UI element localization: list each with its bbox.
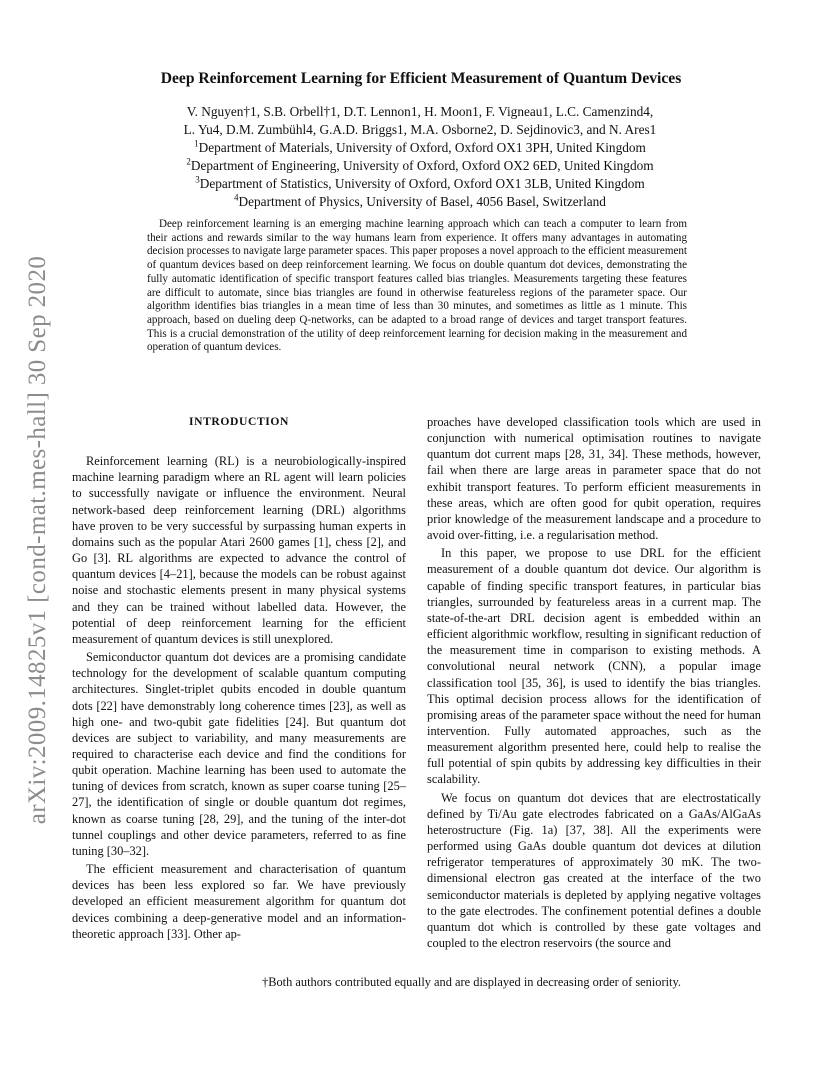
left-column xyxy=(72,414,406,942)
paragraph: Semiconductor quantum dot devices are a promising candidate technology for the development of scalable quantum computing architectures. Singlet-triplet qubits encoded in double quantum dots [22] have demonstrably long coherence times [23], as well as high one- and two-qubit gate fidelities [24]. But quantum dot devices are subject to variability, and many measurements are required to characterise each device and find the conditions for qubit operation. Machine learning has been used to automate the tuning of devices from scratch, known as super coarse tuning [25–27], the identification of single or double quantum dot regimes, known as coarse tuning [28, 29], and the tuning of the inter-dot tunnel couplings and other device parameters, referred to as fine tuning [30–32]. xyxy=(72,650,406,858)
affiliation-4 xyxy=(120,193,720,211)
paragraph: In this paper, we propose to use DRL for the efficient measurement of a double quantum dot device. Our algorithm is capable of finding specific transport features, in particular bias triangles, surrounded by featureless areas in a current map. The state-of-the-art DRL decision agent is embedded within an efficient algorithmic workflow, resulting in significant reduction of the measurement time in comparison to existing methods. A convolutional neural network (CNN), a popular image classification tool [35, 36], is used to identify the bias triangles. This optimal decision process allows for the identification of promising areas of the parameter space without the need for human intervention. Fully automated approaches, such as the measurement algorithm presented here, could help to realise the full potential of spin qubits by addressing key difficulties in their scalability. xyxy=(427,546,761,787)
abstract: Deep reinforcement learning is an emerging machine learning approach which can teach a computer to learn from their actions and rewards similar to the way humans learn from experience. It offers many advantages in automating decision processes to navigate large parameter spaces. This paper proposes a novel approach to the efficient measurement of quantum devices based on deep reinforcement learning. We focus on double quantum dot devices, demonstrating the fully automatic identification of specific transport features called bias triangles. Measurements targeting these features are difficult to automate, since bias triangles are found in otherwise featureless regions of the parameter space. Our algorithm identifies bias triangles in a mean time of less than 30 minutes, and sometimes as little as 1 minute. This approach, based on dueling deep Q-networks, can be adapted to a broad range of devices and target transport features. This is a crucial demonstration of the utility of deep reinforcement learning for decision making in the measurement and operation of quantum devices. xyxy=(147,218,688,354)
arxiv-identifier-text: arXiv:2009.14825v1 [cond-mat.mes-hall] 30 Sep 2020 xyxy=(24,255,51,825)
affiliation-mark: 4 xyxy=(234,192,239,203)
footnote: †Both authors contributed equally and are displayed in decreasing order of seniority. xyxy=(262,975,681,989)
author-block xyxy=(120,103,720,211)
section-heading: INTRODUCTION xyxy=(189,415,289,428)
author-line-2: L. Yu4, D.M. Zumbühl4, G.A.D. Briggs1, M.A. Osborne2, D. Sejdinovic3, and N. Ares1 xyxy=(183,122,657,137)
affiliation-mark: 2 xyxy=(186,156,191,167)
paper-title: Deep Reinforcement Learning for Efficient Measurement of Quantum Devices xyxy=(160,70,682,87)
affiliation-mark: 3 xyxy=(195,174,200,185)
paragraph: The efficient measurement and characterisation of quantum devices has been less explored so far. We have previously developed an efficient measurement algorithm for quantum dot devices combining a deep-generative model and an information-theoretic approach [33]. Other ap- xyxy=(72,862,406,941)
author-line-1: V. Nguyen†1, S.B. Orbell†1, D.T. Lennon1, H. Moon1, F. Vigneau1, L.C. Camenzind4, xyxy=(186,104,654,119)
paragraph: Reinforcement learning (RL) is a neurobiologically-inspired machine learning paradigm where an RL agent will learn policies to successfully navigate or influence the environment. Neural network-based deep reinforcement learning (DRL) algorithms have proven to be very successful by surpassing human experts in domains such as the popular Atari 2600 games [1], chess [2], and Go [3]. RL algorithms are expected to advance the control of quantum devices [4–21], because the models can be robust against noise and stochastic elements present in many physical systems and they can be trained without labelled data. However, the potential of deep reinforcement learning for the efficient measurement of quantum devices is still unexplored. xyxy=(72,454,406,646)
affiliation-mark: 1 xyxy=(194,138,199,149)
affiliation-text: Department of Physics, University of Basel, 4056 Basel, Switzerland xyxy=(238,194,606,209)
affiliation-text: Department of Statistics, University of Oxford, Oxford OX1 3LB, United Kingdom xyxy=(199,176,645,191)
paragraph: proaches have developed classification tools which are used in conjunction with numerical optimisation routines to navigate quantum dot current maps [28, 31, 34]. These methods, however, fail when there are large areas in parameter space that do not exhibit transport features. To perform efficient measurements in these areas, which are often good for qubit operation, requires prior knowledge of the measurement landscape and a procedure to avoid over-fitting, i.e. a regularisation method. xyxy=(427,415,761,543)
affiliation-3 xyxy=(120,175,720,193)
arxiv-identifier xyxy=(8,230,68,850)
affiliation-2 xyxy=(120,157,720,175)
affiliation-1 xyxy=(120,139,720,157)
affiliation-text: Department of Engineering, University of Oxford, Oxford OX2 6ED, United Kingdom xyxy=(190,158,654,173)
paragraph: We focus on quantum dot devices that are electrostatically defined by Ti/Au gate electrodes fabricated on a GaAs/AlGaAs heterostructure (Fig. 1a) [37, 38]. All the experiments were performed using GaAs double quantum dot devices at dilution refrigerator temperatures of approximately 30 mK. The two-dimensional electron gas created at the interface of the two semiconductor materials is depleted by applying negative voltages to the gate electrodes. The confinement potential defines a double quantum dot which is controlled by these gate voltages and coupled to the electron reservoirs (the source and xyxy=(427,790,761,950)
affiliation-text: Department of Materials, University of Oxford, Oxford OX1 3PH, United Kingdom xyxy=(198,140,646,155)
right-column xyxy=(427,414,761,951)
